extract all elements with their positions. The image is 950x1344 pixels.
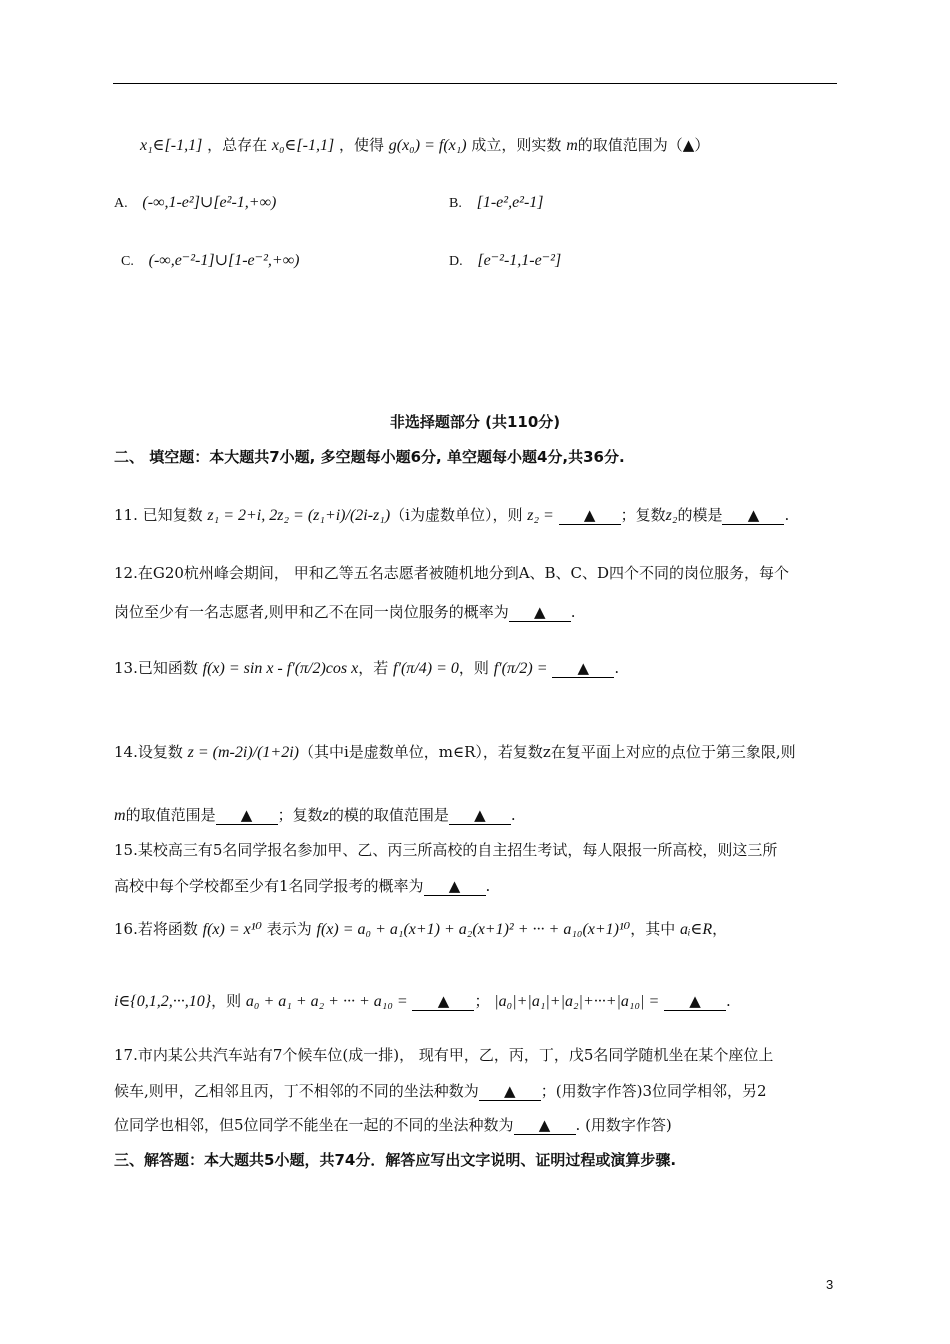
text: . bbox=[614, 659, 620, 677]
answer-blank[interactable]: ▲ bbox=[479, 1082, 541, 1101]
answer-blank[interactable]: ▲ bbox=[552, 659, 614, 678]
q16-expr3: aᵢ∈R bbox=[680, 921, 713, 938]
text: ，则 bbox=[458, 659, 489, 677]
option-expr: (-∞,e⁻²-1]∪[1-e⁻²,+∞) bbox=[148, 252, 300, 269]
text: ，则 bbox=[211, 992, 242, 1010]
answer-blank[interactable]: ▲ bbox=[449, 806, 511, 825]
answer-blank[interactable]: ▲ bbox=[509, 603, 571, 622]
q16-sum: a₀ + a₁ + a₂ + ··· + a₁₀ = bbox=[245, 993, 408, 1010]
x1-range: x₁∈[-1,1] bbox=[140, 137, 203, 154]
text: 11. 已知复数 bbox=[114, 506, 203, 524]
q14-expr: z = (m-2i)/(1+2i) bbox=[187, 744, 299, 761]
text: ；复数 bbox=[277, 806, 323, 824]
answer-blank[interactable]: ▲ bbox=[514, 1116, 576, 1135]
q16-expr2: f(x) = a₀ + a₁(x+1) + a₂(x+1)² + ··· + a₁₀(x+1)¹⁰ bbox=[316, 921, 631, 938]
q11-expr: z₁ = 2+i, 2z₂ = (z₁+i)/(2i-z₁) bbox=[207, 507, 391, 524]
q16-index-set: i∈{0,1,2,···,10} bbox=[114, 993, 212, 1010]
answer-blank[interactable]: ▲ bbox=[559, 506, 621, 525]
question-13 bbox=[114, 656, 619, 681]
var-m: m bbox=[114, 807, 126, 824]
question-17-line2 bbox=[114, 1079, 767, 1103]
q11-var: z₂ = bbox=[527, 507, 554, 524]
text: . bbox=[570, 603, 576, 621]
text: 的模是 bbox=[677, 506, 723, 524]
text: . bbox=[784, 506, 790, 524]
text: ； bbox=[474, 992, 490, 1010]
text: ；(用数字作答)3位同学相邻，另2 bbox=[540, 1082, 767, 1100]
option-d bbox=[449, 248, 561, 274]
option-expr: [1-e²,e²-1] bbox=[476, 194, 544, 211]
question-11 bbox=[114, 503, 789, 528]
answer-blank[interactable]: ▲ bbox=[216, 806, 278, 825]
section2-heading: 二、 填空题：本大题共7小题, 多空题每小题6分, 单空题每小题4分,共36分. bbox=[114, 448, 625, 466]
q13-expr3: f′(π/2) = bbox=[493, 660, 548, 677]
q16-abs-sum: |a₀|+|a₁|+|a₂|+···+|a₁₀| = bbox=[494, 993, 660, 1010]
var-z: z bbox=[322, 807, 329, 824]
text: 表示为 bbox=[266, 920, 312, 938]
question-16-line2 bbox=[114, 989, 731, 1014]
text: 的取值范围是 bbox=[125, 806, 216, 824]
answer-blank[interactable]: ▲ bbox=[424, 877, 486, 896]
q13-expr2: f′(π/4) = 0 bbox=[393, 660, 459, 677]
text: 14.设复数 bbox=[114, 743, 183, 761]
text: 位同学也相邻，但5位同学不能坐在一起的不同的坐法种数为 bbox=[114, 1116, 514, 1134]
text: ， bbox=[712, 920, 728, 938]
text: 16.若将函数 bbox=[114, 920, 198, 938]
x0-range: x₀∈[-1,1] bbox=[271, 137, 335, 154]
option-letter: D. bbox=[449, 254, 463, 269]
text: ，若 bbox=[358, 659, 389, 677]
q13-expr1: f(x) = sin x - f′(π/2)cos x bbox=[202, 660, 359, 677]
text: 13.已知函数 bbox=[114, 659, 198, 677]
option-letter: C. bbox=[121, 254, 134, 269]
text: ；复数 bbox=[620, 506, 666, 524]
text: ，使得 bbox=[338, 136, 384, 154]
option-letter: B. bbox=[449, 196, 462, 211]
q10-continuation bbox=[140, 133, 709, 158]
text: ，总存在 bbox=[207, 136, 268, 154]
header-rule bbox=[113, 83, 837, 84]
question-14-line2 bbox=[114, 803, 516, 828]
option-b bbox=[449, 190, 544, 216]
question-17-line1: 17.市内某公共汽车站有7个候车位(成一排)， 现有甲，乙，丙，丁，戊5名同学随机坐在某个座位上 bbox=[114, 1046, 774, 1064]
text: 的取值范围为（▲） bbox=[577, 136, 710, 154]
question-12-line2 bbox=[114, 600, 576, 624]
text: ，其中 bbox=[630, 920, 676, 938]
answer-blank[interactable]: ▲ bbox=[412, 992, 474, 1011]
question-12-line1: 12.在G20杭州峰会期间， 甲和乙等五名志愿者被随机地分到A、B、C、D四个不同的岗位服务，每个 bbox=[114, 564, 790, 582]
text: . bbox=[726, 992, 731, 1010]
question-16-line1 bbox=[114, 917, 727, 942]
question-15-line2 bbox=[114, 874, 490, 898]
option-a bbox=[114, 190, 276, 216]
page-number: 3 bbox=[826, 1277, 834, 1292]
text: 岗位至少有一名志愿者,则甲和乙不在同一岗位服务的概率为 bbox=[114, 603, 509, 621]
text: 候车,则甲，乙相邻且丙，丁不相邻的不同的坐法种数为 bbox=[114, 1082, 479, 1100]
text: . bbox=[485, 877, 491, 895]
q11-var2: z₂ bbox=[665, 507, 678, 524]
text: . bbox=[510, 806, 516, 824]
text: 的模的取值范围是 bbox=[328, 806, 449, 824]
var-m: m bbox=[566, 137, 578, 154]
section3-heading: 三、解答题：本大题共5小题，共74分．解答应写出文字说明、证明过程或演算步骤. bbox=[114, 1151, 677, 1169]
section-title: 非选择题部分 (共110分) bbox=[389, 413, 561, 431]
text: （其中i是虚数单位，m∈R），若复数z在复平面上对应的点位于第三象限,则 bbox=[299, 743, 796, 761]
q16-expr1: f(x) = x¹⁰ bbox=[202, 921, 262, 938]
text: 高校中每个学校都至少有1名同学报考的概率为 bbox=[114, 877, 424, 895]
text: （i为虚数单位），则 bbox=[390, 506, 523, 524]
option-expr: [e⁻²-1,1-e⁻²] bbox=[477, 252, 562, 269]
option-c bbox=[121, 248, 299, 274]
question-14-line1 bbox=[114, 740, 796, 765]
g-equals-f: g(x₀) = f(x₁) bbox=[388, 137, 467, 154]
answer-blank[interactable]: ▲ bbox=[722, 506, 784, 525]
option-letter: A. bbox=[114, 196, 128, 211]
option-expr: (-∞,1-e²]∪[e²-1,+∞) bbox=[142, 194, 277, 211]
text: 成立，则实数 bbox=[471, 136, 562, 154]
question-15-line1: 15.某校高三有5名同学报名参加甲、乙、丙三所高校的自主招生考试，每人限报一所高校，则这三所 bbox=[114, 841, 778, 859]
text: . (用数字作答) bbox=[575, 1116, 672, 1134]
answer-blank[interactable]: ▲ bbox=[664, 992, 726, 1011]
question-17-line3 bbox=[114, 1113, 672, 1137]
